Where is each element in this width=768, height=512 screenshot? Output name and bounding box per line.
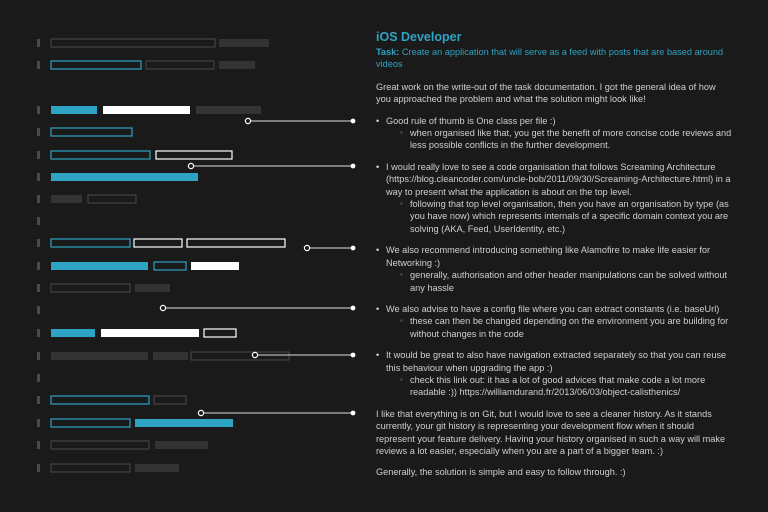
code-block xyxy=(51,329,95,337)
code-block xyxy=(196,106,261,114)
feedback-list xyxy=(376,115,732,399)
code-block xyxy=(134,239,182,247)
feedback-text: I would really love to see a code organisation that follows Screaming Architecture (https://blog.cleancoder.com/uncle-bob/2011/09/30/Screaming-Architecture.html) in a way to present what the application is about on the top level. xyxy=(386,161,731,197)
feedback-subitem: ◦ generally, authorisation and other header manipulations can be solved without any hassle xyxy=(410,269,732,294)
code-block xyxy=(153,352,188,360)
role-title: iOS Developer xyxy=(376,30,462,44)
code-block xyxy=(51,441,149,449)
code-block xyxy=(51,151,150,159)
row-marker xyxy=(37,306,40,314)
row-marker xyxy=(37,441,40,449)
code-block xyxy=(51,128,132,136)
row-marker xyxy=(37,284,40,292)
task-label: Task: xyxy=(376,47,400,57)
code-block xyxy=(135,284,170,292)
code-block xyxy=(219,39,269,47)
feedback-item xyxy=(376,349,732,399)
row-marker xyxy=(37,151,40,159)
row-marker xyxy=(37,352,40,360)
feedback-subitem: ◦ following that top level organisation, then you have an organisation by type (as you have now) which represents internals of a specific domain context you are solving (AKA, Feed, UserIdentity, etc.) xyxy=(410,198,732,235)
review-text xyxy=(376,30,732,488)
row-marker xyxy=(37,419,40,427)
feedback-text: We also advise to have a config file where you can extract constants (i.e. baseUrl) xyxy=(386,303,720,314)
row-marker xyxy=(37,464,40,472)
row-marker xyxy=(37,329,40,337)
feedback-item xyxy=(376,303,732,340)
connector-end-dot xyxy=(351,306,356,311)
connector-start-dot xyxy=(304,245,309,250)
code-block xyxy=(51,39,215,47)
row-marker xyxy=(37,39,40,47)
code-block xyxy=(51,61,141,69)
row-marker xyxy=(37,173,40,181)
connector-end-dot xyxy=(351,353,356,358)
task-description xyxy=(376,46,732,71)
feedback-text: Good rule of thumb is One class per file :) xyxy=(386,115,556,126)
code-block xyxy=(51,195,82,203)
code-block xyxy=(187,239,285,247)
code-block xyxy=(135,464,179,472)
connector-start-dot xyxy=(198,410,203,415)
code-block xyxy=(191,352,289,360)
row-marker xyxy=(37,374,40,382)
code-block xyxy=(51,419,130,427)
row-marker xyxy=(37,195,40,203)
connector-end-dot xyxy=(351,411,356,416)
feedback-subitem: ◦ these can then be changed depending on the environment you are building for without changes in the code xyxy=(410,315,732,340)
row-marker xyxy=(37,262,40,270)
code-block xyxy=(146,61,214,69)
task-text: Create an application that will serve as a feed with posts that are based around videos xyxy=(376,47,724,70)
feedback-item xyxy=(376,115,732,152)
row-marker xyxy=(37,61,40,69)
connector-start-dot xyxy=(160,305,165,310)
code-block xyxy=(51,173,198,181)
code-block xyxy=(155,441,208,449)
closing-paragraph: Generally, the solution is simple and easy to follow through. :) xyxy=(376,467,626,478)
feedback-item xyxy=(376,244,732,294)
code-block xyxy=(51,106,97,114)
row-marker xyxy=(37,217,40,225)
code-block xyxy=(154,262,186,270)
code-block xyxy=(156,151,232,159)
code-block xyxy=(103,106,190,114)
code-block xyxy=(154,396,186,404)
code-block xyxy=(51,352,148,360)
row-marker xyxy=(37,396,40,404)
closing-paragraph: I like that everything is on Git, but I would love to see a cleaner history. As it stands currently, your git history is representing your development flow when it should represent your feature delivery. Having your history organised in such a way will make reviews a lot easier, especially when you are a part of a bigger team. :) xyxy=(376,408,726,456)
code-block xyxy=(51,284,130,292)
connector-end-dot xyxy=(351,119,356,124)
feedback-item xyxy=(376,161,732,235)
code-block xyxy=(51,464,130,472)
code-block xyxy=(204,329,236,337)
code-block xyxy=(191,262,239,270)
feedback-subitem: ◦ check this link out: it has a lot of good advices that make code a lot more readable :)) https://williamdurand.fr/2013/06/03/object-calisthenics/ xyxy=(410,374,732,399)
code-block xyxy=(219,61,255,69)
code-block xyxy=(51,239,130,247)
connector-start-dot xyxy=(188,163,193,168)
code-block xyxy=(51,396,149,404)
feedback-text: It would be great to also have navigation extracted separately so that you can reuse this behaviour when upgrading the app :) xyxy=(386,350,727,373)
connector-start-dot xyxy=(252,352,257,357)
feedback-text: We also recommend introducing something like Alamofire to make life easier for Networking :) xyxy=(386,245,711,268)
code-block xyxy=(101,329,199,337)
code-block xyxy=(51,262,148,270)
code-block xyxy=(135,419,233,427)
connector-start-dot xyxy=(245,118,250,123)
row-marker xyxy=(37,128,40,136)
connector-end-dot xyxy=(351,164,356,169)
connector-end-dot xyxy=(351,246,356,251)
row-marker xyxy=(37,106,40,114)
row-marker xyxy=(37,239,40,247)
code-block xyxy=(88,195,136,203)
intro-paragraph: Great work on the write-out of the task documentation. I got the general idea of how you approached the problem and what the solution might look like! xyxy=(376,81,716,105)
feedback-subitem: ◦ when organised like that, you get the benefit of more concise code reviews and less possible conflicts in the further development. xyxy=(410,127,732,152)
